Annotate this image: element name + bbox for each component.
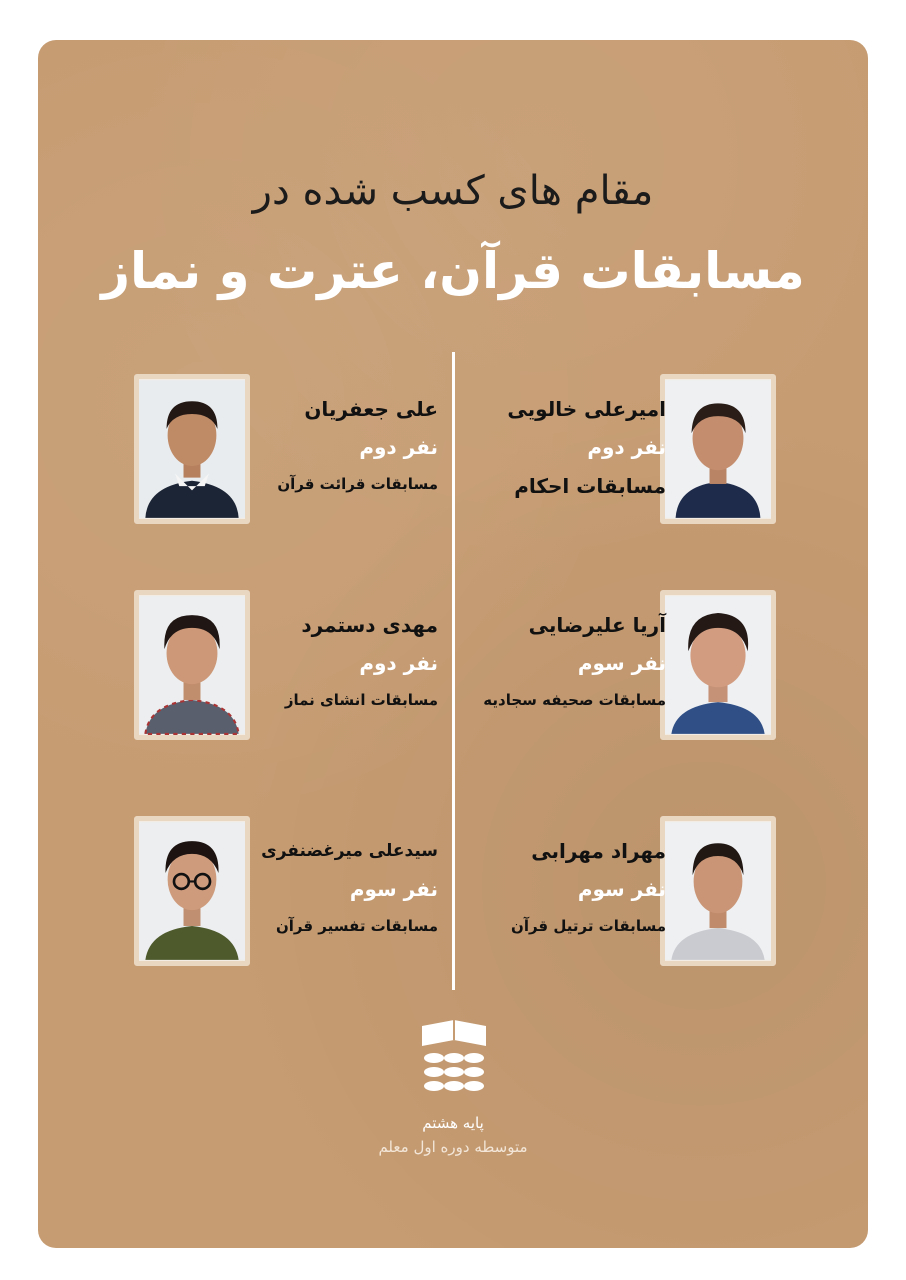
student-name: امیرعلی خالویی bbox=[507, 397, 666, 421]
student-rank: نفر دوم bbox=[587, 435, 666, 459]
student-photo bbox=[660, 374, 776, 524]
student-competition: مسابقات تفسیر قرآن bbox=[275, 917, 438, 935]
student-rank: نفر دوم bbox=[359, 435, 438, 459]
student-photo bbox=[660, 816, 776, 966]
student-card bbox=[456, 374, 856, 534]
student-info bbox=[228, 590, 438, 712]
student-rank: نفر سوم bbox=[349, 877, 438, 901]
center-divider bbox=[452, 352, 455, 990]
portrait-icon bbox=[665, 595, 771, 735]
student-card bbox=[38, 816, 438, 976]
student-card bbox=[38, 374, 438, 534]
title-line-1: مقام های کسب شده در bbox=[252, 168, 654, 214]
student-info bbox=[228, 374, 438, 496]
student-info bbox=[456, 816, 666, 938]
title-line-2: مسابقات قرآن، عترت و نماز bbox=[101, 242, 805, 300]
student-competition: مسابقات احکام bbox=[514, 474, 666, 498]
student-card bbox=[456, 590, 856, 750]
footer-grade: پایه هشتم bbox=[422, 1114, 484, 1132]
student-rank: نفر سوم bbox=[577, 651, 666, 675]
student-card bbox=[38, 590, 438, 750]
student-info bbox=[456, 374, 666, 500]
portrait-icon bbox=[665, 821, 771, 961]
portrait-icon bbox=[665, 379, 771, 519]
student-name: علی جعفریان bbox=[304, 397, 438, 421]
student-competition: مسابقات ترتیل قرآن bbox=[511, 917, 666, 935]
book-logo-icon bbox=[416, 1016, 492, 1104]
poster bbox=[38, 40, 868, 1248]
school-logo bbox=[416, 1016, 492, 1104]
student-competition: مسابقات قرائت قرآن bbox=[277, 475, 438, 493]
student-card bbox=[456, 816, 856, 976]
student-rank: نفر دوم bbox=[359, 651, 438, 675]
student-name: آریا علیرضایی bbox=[528, 613, 666, 637]
student-rank: نفر سوم bbox=[577, 877, 666, 901]
student-name: مهراد مهرابی bbox=[531, 839, 666, 863]
footer-school: متوسطه دوره اول معلم bbox=[378, 1138, 528, 1156]
student-competition: مسابقات انشای نماز bbox=[284, 691, 438, 709]
student-info bbox=[228, 816, 438, 938]
student-competition: مسابقات صحیفه سجادیه bbox=[483, 691, 666, 709]
student-photo bbox=[660, 590, 776, 740]
student-info bbox=[456, 590, 666, 712]
student-name: سیدعلی میرغضنفری bbox=[261, 841, 438, 861]
student-name: مهدی دستمرد bbox=[301, 613, 438, 637]
